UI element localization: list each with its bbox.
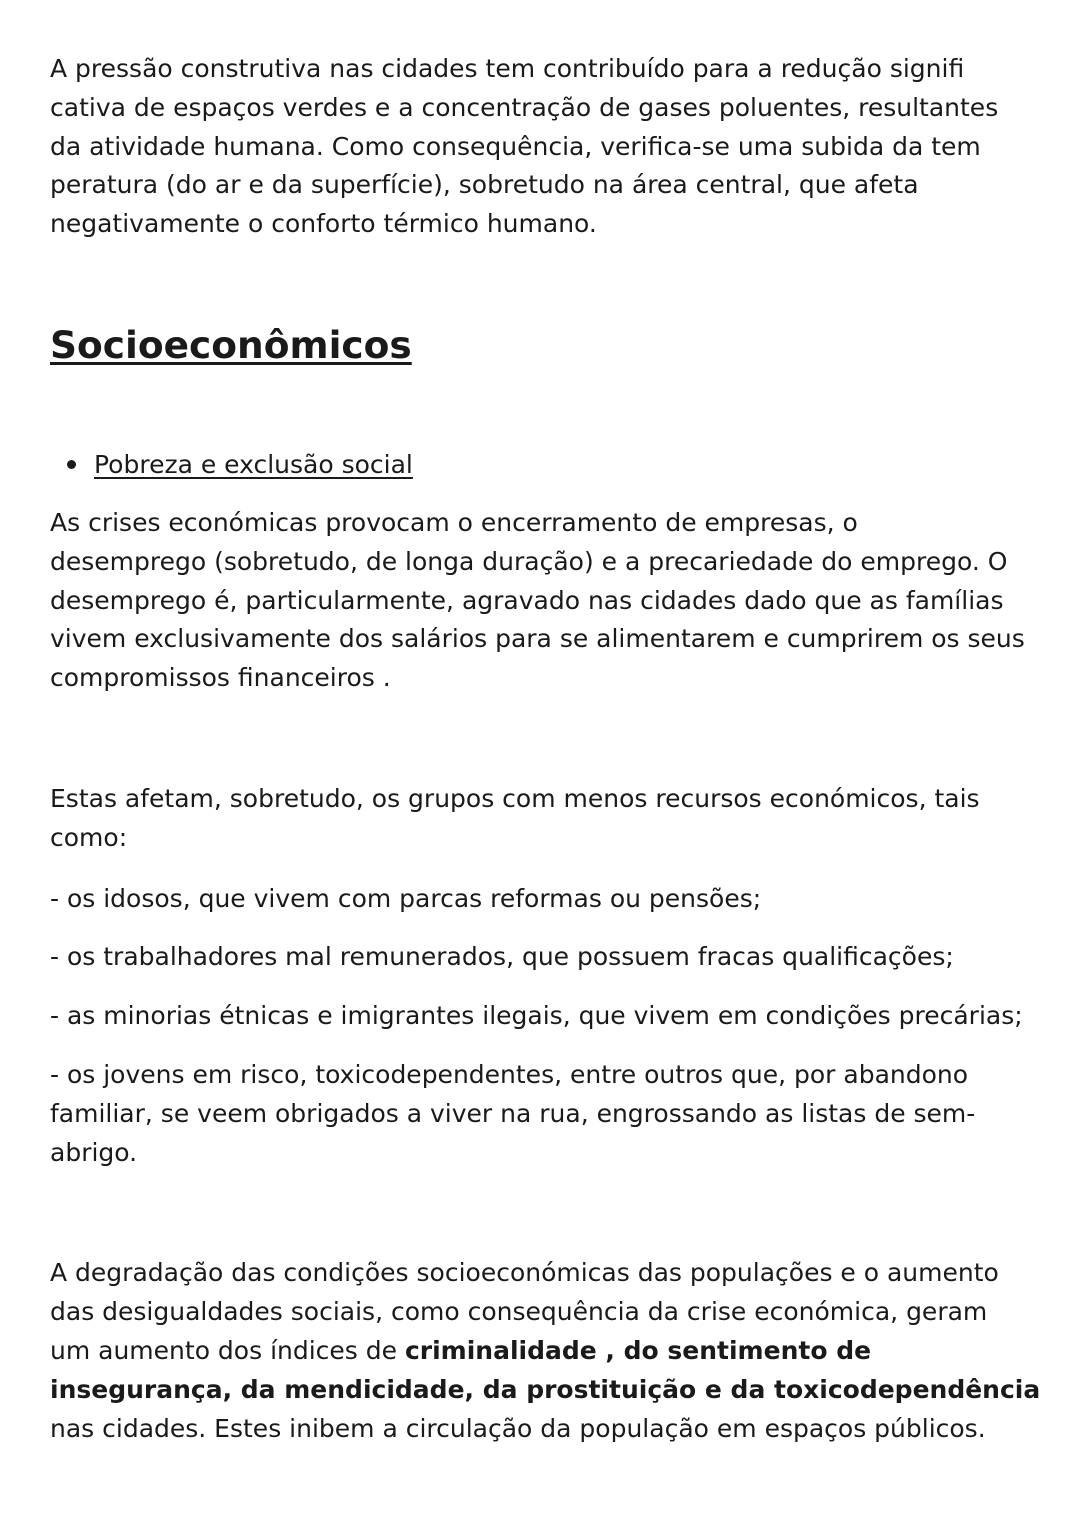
conclusion-line bbox=[50, 1332, 1035, 1371]
conclusion-emphasis: insegurança, da mendicidade, da prostituição e da toxicodependência bbox=[50, 1374, 1041, 1404]
affected-line: Estas afetam, sobretudo, os grupos com menos recursos económicos, tais bbox=[50, 783, 980, 813]
crisis-line: compromissos financeiros . bbox=[50, 663, 391, 693]
list-item-line: - os trabalhadores mal remunerados, que possuem fracas qualificações; bbox=[50, 942, 954, 972]
crisis-line: vivem exclusivamente dos salários para se alimentarem e cumprirem os seus bbox=[50, 624, 1025, 654]
list-item bbox=[50, 938, 1035, 977]
section-heading: Socioeconômicos bbox=[50, 322, 412, 367]
conclusion-line: nas cidades. Estes inibem a circulação da população em espaços públicos. bbox=[50, 1413, 986, 1443]
list-item bbox=[50, 880, 1035, 919]
affected-intro-paragraph bbox=[50, 780, 1035, 858]
intro-line: A pressão construtiva nas cidades tem contribuído para a redução signifi bbox=[50, 54, 965, 83]
conclusion-text: um aumento dos índices de bbox=[50, 1335, 405, 1365]
list-item-line: - as minorias étnicas e imigrantes ilegais, que vivem em condições precárias; bbox=[50, 1001, 1023, 1031]
conclusion-line: das desigualdades sociais, como consequência da crise económica, geram bbox=[50, 1297, 988, 1327]
intro-line: da atividade humana. Como consequência, verifica-se uma subida da tem bbox=[50, 131, 981, 161]
list-item-line: - os idosos, que vivem com parcas reformas ou pensões; bbox=[50, 883, 762, 913]
affected-line: como: bbox=[50, 822, 128, 852]
conclusion-line: A degradação das condições socioeconómicas das populações e o aumento bbox=[50, 1258, 999, 1288]
bullet-item bbox=[50, 446, 1080, 484]
bullet-text: Pobreza e exclusão social bbox=[94, 449, 413, 479]
crisis-line: desemprego (sobretudo, de longa duração) e a precariedade do emprego. O bbox=[50, 546, 1008, 576]
list-item bbox=[50, 1056, 1035, 1172]
list-item-line: familiar, se veem obrigados a viver na rua, engrossando as listas de sem- bbox=[50, 1098, 976, 1128]
crisis-line: As crises económicas provocam o encerramento de empresas, o bbox=[50, 507, 858, 537]
bullet-dot-icon bbox=[67, 460, 76, 469]
conclusion-line bbox=[50, 1371, 1041, 1410]
intro-line: peratura (do ar e da superfície), sobretudo na área central, que afeta bbox=[50, 170, 919, 200]
list-item bbox=[50, 997, 1035, 1036]
intro-line: negativamente o conforto térmico humano. bbox=[50, 209, 597, 239]
intro-paragraph bbox=[50, 50, 1035, 244]
list-item-line: - os jovens em risco, toxicodependentes, entre outros que, por abandono bbox=[50, 1059, 969, 1089]
crisis-paragraph bbox=[50, 504, 1035, 698]
intro-line: cativa de espaços verdes e a concentração de gases poluentes, resultantes bbox=[50, 92, 999, 122]
conclusion-paragraph bbox=[50, 1254, 1041, 1448]
conclusion-emphasis: criminalidade , do sentimento de bbox=[404, 1335, 872, 1365]
list-item-line: abrigo. bbox=[50, 1137, 138, 1167]
crisis-line: desemprego é, particularmente, agravado nas cidades dado que as famílias bbox=[50, 585, 1004, 615]
